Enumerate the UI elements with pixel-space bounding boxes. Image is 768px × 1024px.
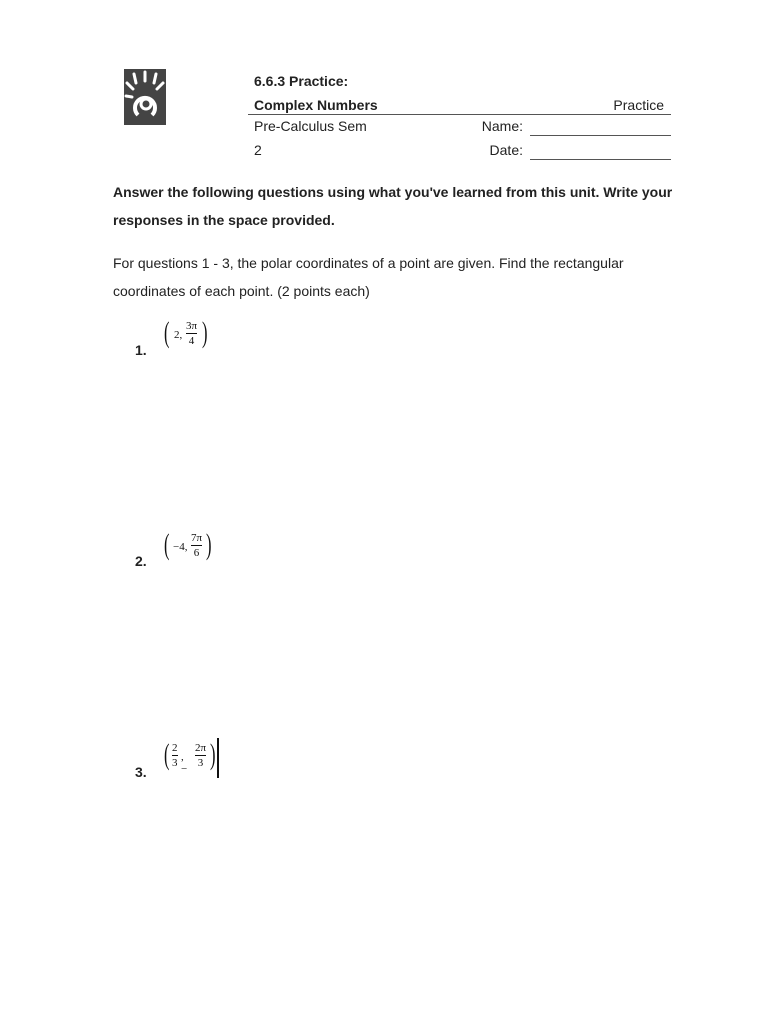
worksheet-title: 6.6.3 Practice: [254, 73, 349, 89]
course-semester: 2 [254, 142, 262, 158]
angle-denominator: 3 [197, 757, 204, 769]
question-2-number: 2. [135, 553, 147, 569]
question-3-r [172, 742, 178, 769]
main-instructions: Answer the following questions using what you've learned from this unit. Write your responses in the space provided. [113, 184, 673, 228]
question-3-angle [195, 742, 206, 769]
angle-numerator: 3π [186, 320, 198, 332]
sun-head-logo-icon [124, 69, 166, 125]
right-paren: ) [202, 316, 208, 349]
right-paren: ) [210, 738, 216, 771]
question-1-number: 1. [135, 342, 147, 358]
right-paren: ) [206, 528, 212, 561]
question-1-r: 2, [174, 329, 183, 341]
fraction-bar [172, 755, 178, 756]
angle-numerator: 2π [195, 742, 207, 754]
r-denominator: 3 [172, 757, 178, 769]
left-paren: ( [164, 316, 170, 349]
question-2-r: −4, [173, 541, 188, 553]
fraction-bar [191, 545, 202, 546]
date-label: Date: [489, 142, 523, 158]
header-divider [248, 114, 671, 115]
angle-denominator: 4 [188, 335, 195, 347]
worksheet-subtitle: Complex Numbers [254, 97, 378, 113]
left-paren: ( [164, 738, 170, 771]
angle-denominator: 6 [193, 547, 200, 559]
question-3-separator: ,− [181, 751, 188, 775]
question-3-number: 3. [135, 764, 147, 780]
question-2-angle [191, 532, 202, 559]
document-type: Practice [613, 97, 664, 113]
name-field-line[interactable] [530, 135, 671, 136]
left-paren: ( [164, 528, 170, 561]
text-cursor [217, 738, 219, 778]
section-instructions: For questions 1 - 3, the polar coordinates of a point are given. Find the rectangular coordinates of each point. (2 points each) [113, 255, 624, 299]
date-field-line[interactable] [530, 159, 671, 160]
angle-numerator: 7π [191, 532, 203, 544]
course-name: Pre-Calculus Sem [254, 118, 367, 134]
question-1-angle [186, 320, 197, 347]
fraction-bar [186, 333, 197, 334]
name-label: Name: [481, 118, 523, 134]
fraction-bar [195, 755, 206, 756]
r-numerator: 2 [172, 742, 178, 754]
